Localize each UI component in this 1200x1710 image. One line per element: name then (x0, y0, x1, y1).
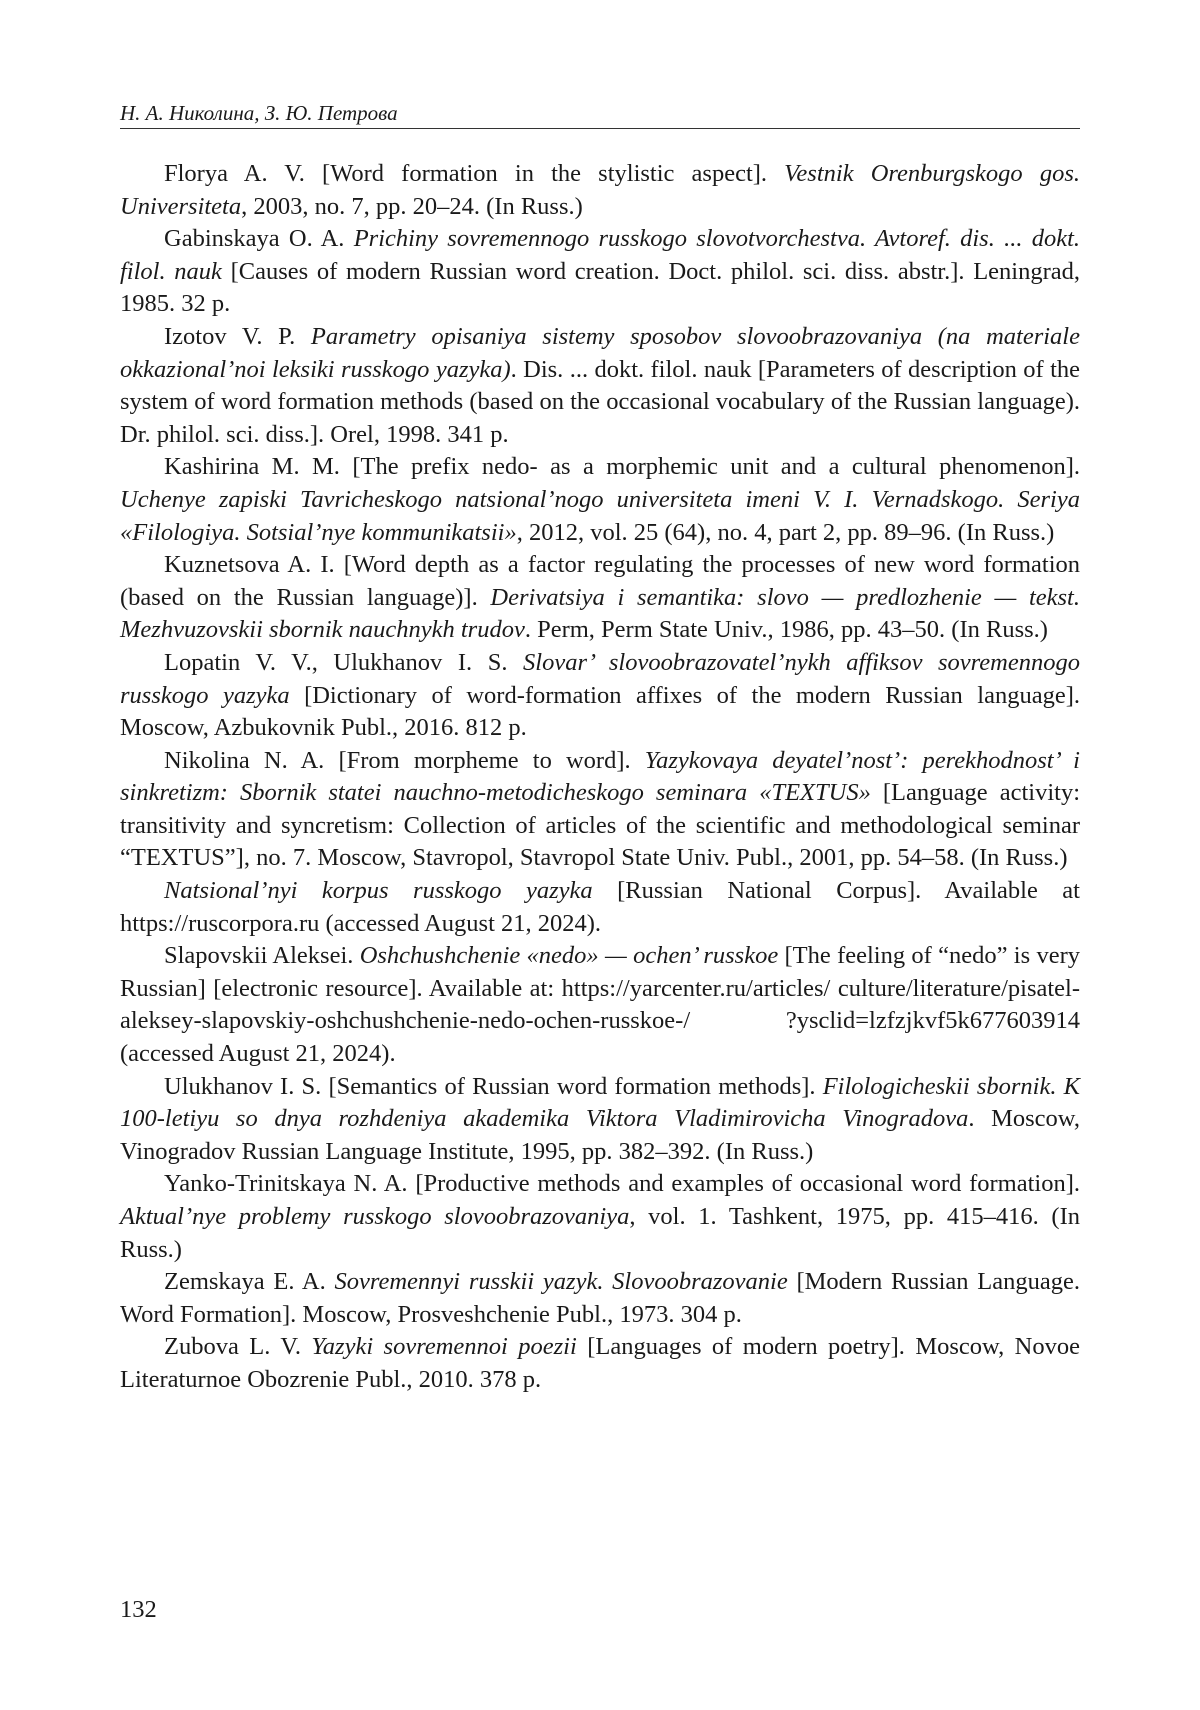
reference-item: Lopatin V. V., Ulukhanov I. S. Slovar’ slovoobrazovatel’nykh affiksov sovremennogo russkogo yazyka [Dictionary of word-formation affixes of the modern Russian language]. Moscow, Azbukovnik Publ., 2016. 812 p. (120, 648, 1080, 742)
reference-item: Izotov V. P. Parametry opisaniya sistemy sposobov slovoobrazovaniya (na materiale okkazional’noi leksiki russkogo yazyka). Dis. ... dokt. filol. nauk [Parameters of description of the system of word formation methods (based on the occasional vocabulary of the Russian language). Dr. philol. sci. diss.]. Orel, 1998. 341 p. (120, 322, 1081, 448)
reference-item: Florya A. V. [Word formation in the stylistic aspect]. Vestnik Orenburgskogo gos. Universiteta, 2003, no. 7, pp. 20–24. (In Russ.) (120, 160, 1080, 220)
reference-item: Zubova L. V. Yazyki sovremennoi poezii [Languages of modern poetry]. Moscow, Novoe Literaturnoe Obozrenie Publ., 2010. 378 p. (120, 1333, 1080, 1393)
reference-item: Kuznetsova A. I. [Word depth as a factor regulating the processes of new word formation (based on the Russian language)]. Derivatsiya i semantika: slovo — predlozhenie — tekst. Mezhvuzovskii sbornik nauchnykh trudov. Perm, Perm State Univ., 1986, pp. 43–50. (In Russ.) (120, 551, 1080, 644)
reference-item: Yanko-Trinitskaya N. A. [Productive methods and examples of occasional word formation]. Aktual’nye problemy russkogo slovoobrazovaniya, vol. 1. Tashkent, 1975, pp. 415–416. (In Russ.) (120, 1170, 1080, 1263)
reference-item: Slapovskii Aleksei. Oshchushchenie «nedo» — ochen’ russkoe [The feeling of “nedo” is very Russian] [electronic resource]. Available at: https://yarcenter.ru/articles/ culture/literature/pisatel-aleksey-slapovskiy-oshchushchenie-nedo-ochen-russkoe-/ ?ysclid=lzfzjkvf5k677603914 (accessed August 21, 2024). (120, 942, 1080, 1068)
running-head-authors: Н. А. Николина, З. Ю. Петрова (120, 98, 1080, 129)
reference-item: Zemskaya E. A. Sovremennyi russkii yazyk. Slovoobrazovanie [Modern Russian Language. Word Formation]. Moscow, Prosveshchenie Publ., 1973. 304 p. (120, 1268, 1080, 1328)
reference-item: Ulukhanov I. S. [Semantics of Russian word formation methods]. Filologicheskii sbornik. K 100-letiyu so dnya rozhdeniya akademika Viktora Vladimirovicha Vinogradova. Moscow, Vinogradov Russian Language Institute, 1995, pp. 382–392. (In Russ.) (120, 1072, 1081, 1165)
reference-item: Nikolina N. A. [From morpheme to word]. Yazykovaya deyatel’nost’: perekhodnost’ i sinkretizm: Sbornik statei nauchno-metodicheskogo seminara «TEXTUS» [Language activity: transitivity and syncretism: Collection of articles of the scientific and methodological seminar “TEXTUS”], no. 7. Moscow, Stavropol, Stavropol State Univ. Publ., 2001, pp. 54–58. (In Russ.) (120, 746, 1081, 872)
reference-item: Gabinskaya O. A. Prichiny sovremennogo russkogo slovotvorchestva. Avtoref. dis. ... dokt. filol. nauk [Causes of modern Russian word creation. Doct. philol. sci. diss. abstr.]. Leningrad, 1985. 32 p. (120, 225, 1081, 318)
page-number: 132 (120, 1596, 157, 1623)
reference-item: Kashirina M. M. [The prefix nedo- as a morphemic unit and a cultural phenomenon]. Uchenye zapiski Tavricheskogo natsional’nogo universiteta imeni V. I. Vernadskogo. Seriya «Filologiya. Sotsial’nye kommunikatsii», 2012, vol. 25 (64), no. 4, part 2, pp. 89–96. (In Russ.) (120, 453, 1080, 546)
reference-item: Natsional’nyi korpus russkogo yazyka [Russian National Corpus]. Available at https://ruscorpora.ru (accessed August 21, 2024). (120, 877, 1080, 937)
reference-list (120, 158, 1080, 1397)
